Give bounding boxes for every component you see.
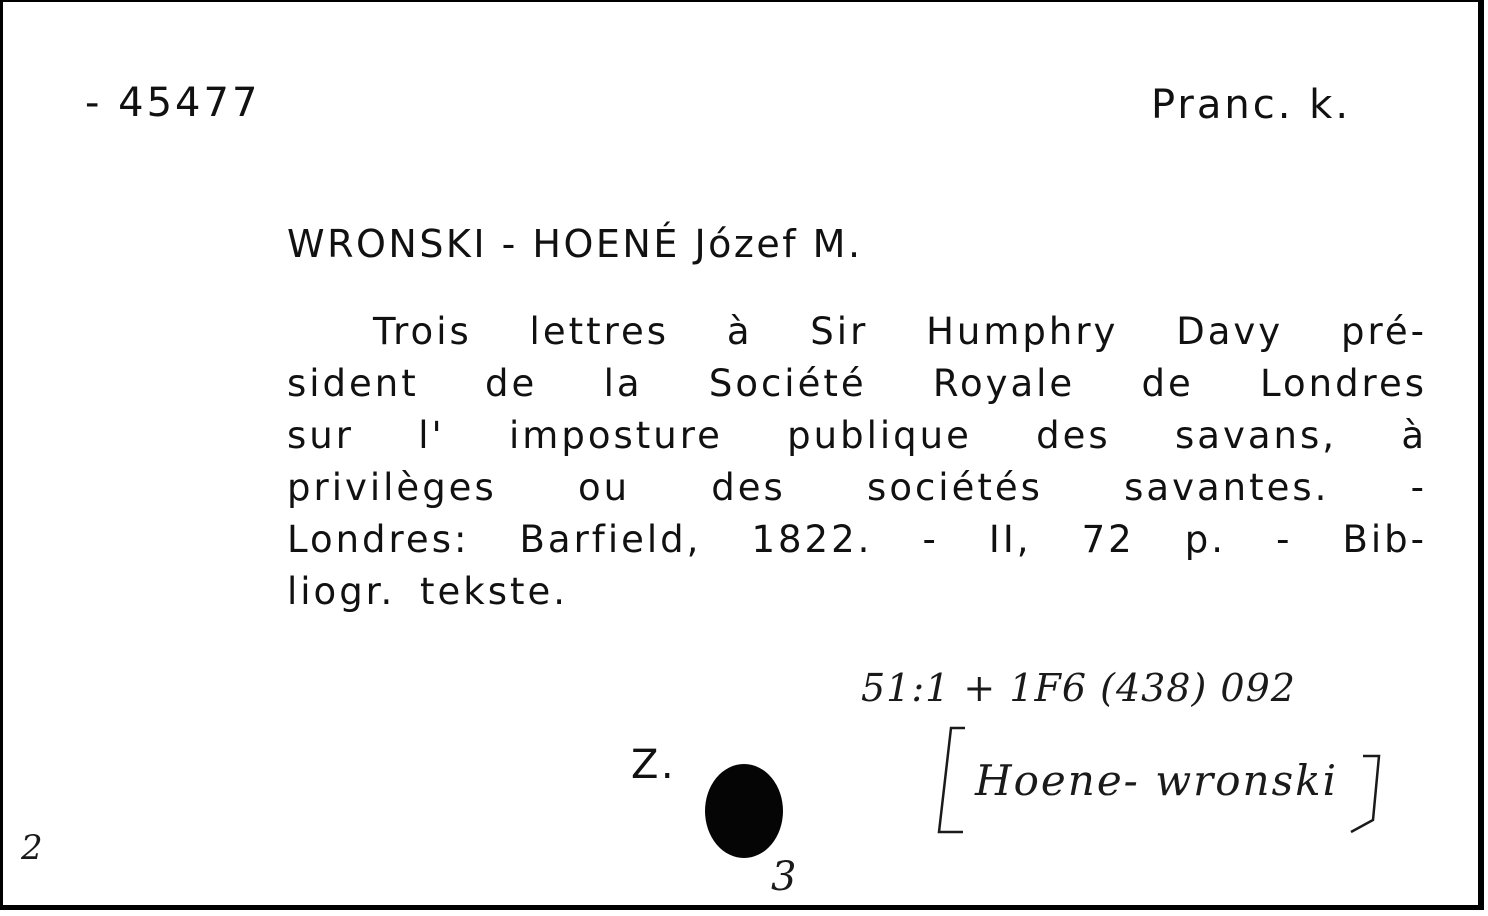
accession-number: - 45477: [85, 80, 261, 126]
description-line: sur l' imposture publique des savans, à: [287, 414, 1427, 457]
description-line: privilèges ou des sociétés savantes. -: [287, 466, 1427, 509]
z-mark: Z.: [631, 742, 677, 788]
author-heading: WRONSKI - HOENÉ Józef M.: [287, 222, 863, 266]
black-dot-stamp: [705, 764, 783, 858]
description-line: liogr. tekste.: [287, 570, 569, 613]
description-line: sident de la Société Royale de Londres: [287, 362, 1427, 405]
language-code: Pranc. k.: [1151, 82, 1352, 128]
handwritten-class-number: 51:1 + 1F6 (438) 092: [861, 666, 1296, 710]
handwritten-box-number: 3: [771, 854, 797, 900]
handwritten-heading: Hoene- wronski: [975, 756, 1339, 805]
bibliographic-description: [287, 306, 1427, 618]
description-line: Londres: Barfield, 1822. - II, 72 p. - Bib-: [287, 518, 1427, 561]
description-line: Trois lettres à Sir Humphry Davy pré-: [373, 310, 1427, 353]
handwritten-copy-count: 2: [21, 828, 43, 868]
